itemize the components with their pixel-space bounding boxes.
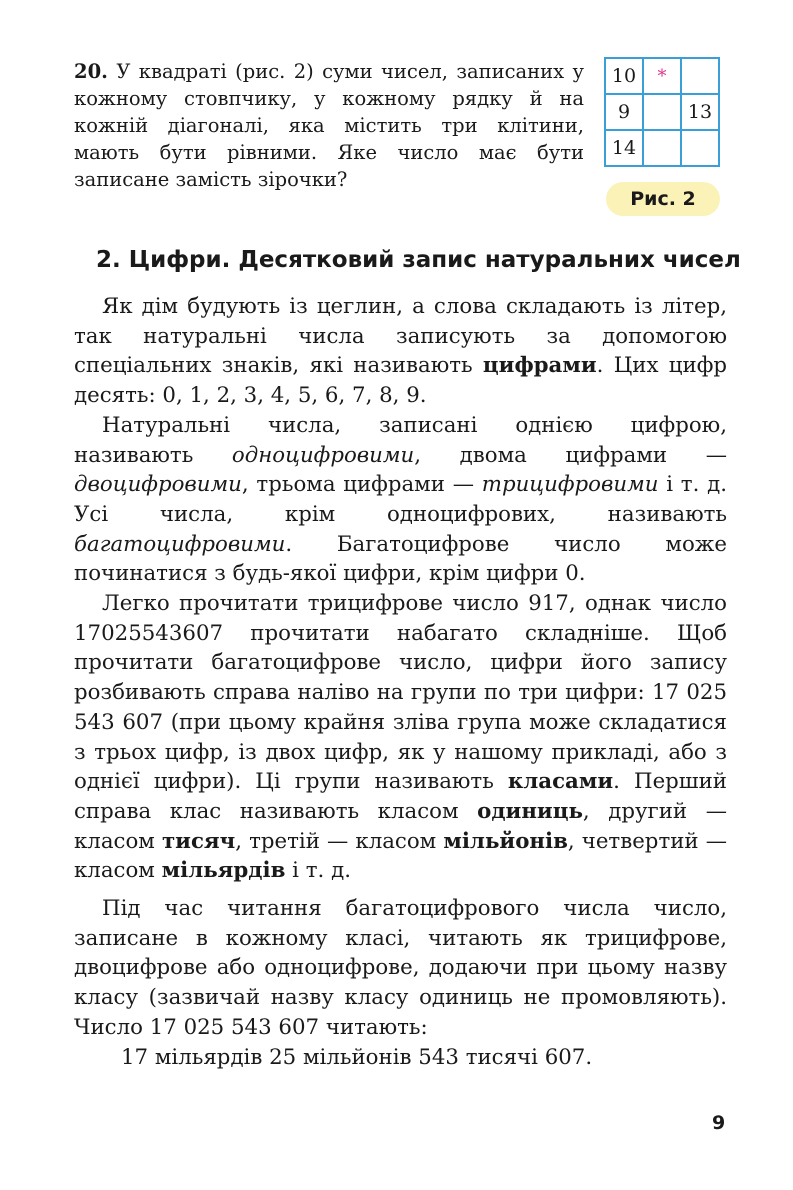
problem-number: 20. [74,60,108,83]
problem-20 [74,58,584,193]
grid-cell: 10 [605,58,643,94]
grid-cell [643,94,681,130]
magic-square-grid [604,57,720,167]
problem-text: У квадраті (рис. 2) суми чисел, записаних у кожному стовпчику, у кожному рядку й на кожній діагоналі, яка містить три клітини, мають бути рівними. Яке число має бути записане замість зірочки? [74,60,584,191]
grid-cell: 13 [681,94,719,130]
term-italic: двоцифровими [74,472,242,498]
text-run: Натуральні числа, записані однією цифрою, називають [74,412,727,468]
grid-cell: 9 [605,94,643,130]
grid-cell [681,130,719,166]
term-bold: одиниць [477,798,583,824]
figure-label: Рис. 2 [606,182,720,216]
grid-cell [681,58,719,94]
paragraph-2 [74,411,727,589]
term-bold: мільйонів [443,828,568,854]
term-italic: багатоцифровими [74,531,286,557]
term-bold: цифрами [482,353,597,379]
term-italic: одноцифровими [231,442,415,468]
grid-row [605,130,719,166]
grid-row [605,58,719,94]
text-run: , трьома цифрами — [241,472,482,498]
paragraph-1 [74,292,727,411]
grid-cell-star: * [643,58,681,94]
grid-cell: 14 [605,130,643,166]
term-bold: тисяч [161,828,236,854]
text-run: . Цих цифр десять: 0, 1, 2, 3, 4, 5, 6, 7, 8, 9. [74,353,727,409]
example-line: 17 мільярдів 25 мільйонів 543 тисячі 607. [121,1044,593,1070]
paragraph-4: Під час читання багатоцифрового числа число, записане в кожному класі, читають як трицифрове, двоцифрове або одноцифрове, додаючи при цьому назву класу (зазвичай назву класу одиниць не промовляють). Число 17 025 543 607 читають: [74,896,727,1040]
term-italic: трицифровими [481,472,659,498]
text-run: , другий — класом [74,798,727,854]
section-title: 2. Цифри. Десятковий запис натуральних чисел [96,247,741,273]
text-run: , двома цифрами — [414,442,728,468]
text-run: Як дім будують із цеглин, а слова складають із літер, так натуральні числа записують за допомогою спеціальних знаків, які називають [74,294,727,379]
text-run: . Багатоцифрове число може починатися з будь-якої цифри, крім цифри 0. [74,531,727,587]
text-run: і т. д. [285,858,351,884]
grid-cell [643,130,681,166]
term-bold: класами [507,769,614,795]
body-text [74,292,727,1072]
text-run: і т. д. Усі числа, крім одноцифрових, називають [74,472,727,527]
grid-row [605,94,719,130]
text-run: , третій — класом [235,828,444,854]
text-run: , четвертий — класом [74,828,728,884]
paragraph-3 [74,589,727,886]
text-run: . Перший справа клас називають класом [74,769,727,824]
page-number: 9 [712,1112,726,1134]
text-run: Легко прочитати трицифрове число 917, однак число 17025543607 прочитати набагато складніше. Щоб прочитати багатоцифрове число, цифри його запису розбивають справа наліво на групи по три цифри: 17 025 543 607 (при цьому крайня зліва група може складатися з трьох цифр, із двох цифр, як у нашому прикладі, або з однієї цифри). Ці групи називають [74,591,727,795]
term-bold: мільярдів [161,858,286,884]
